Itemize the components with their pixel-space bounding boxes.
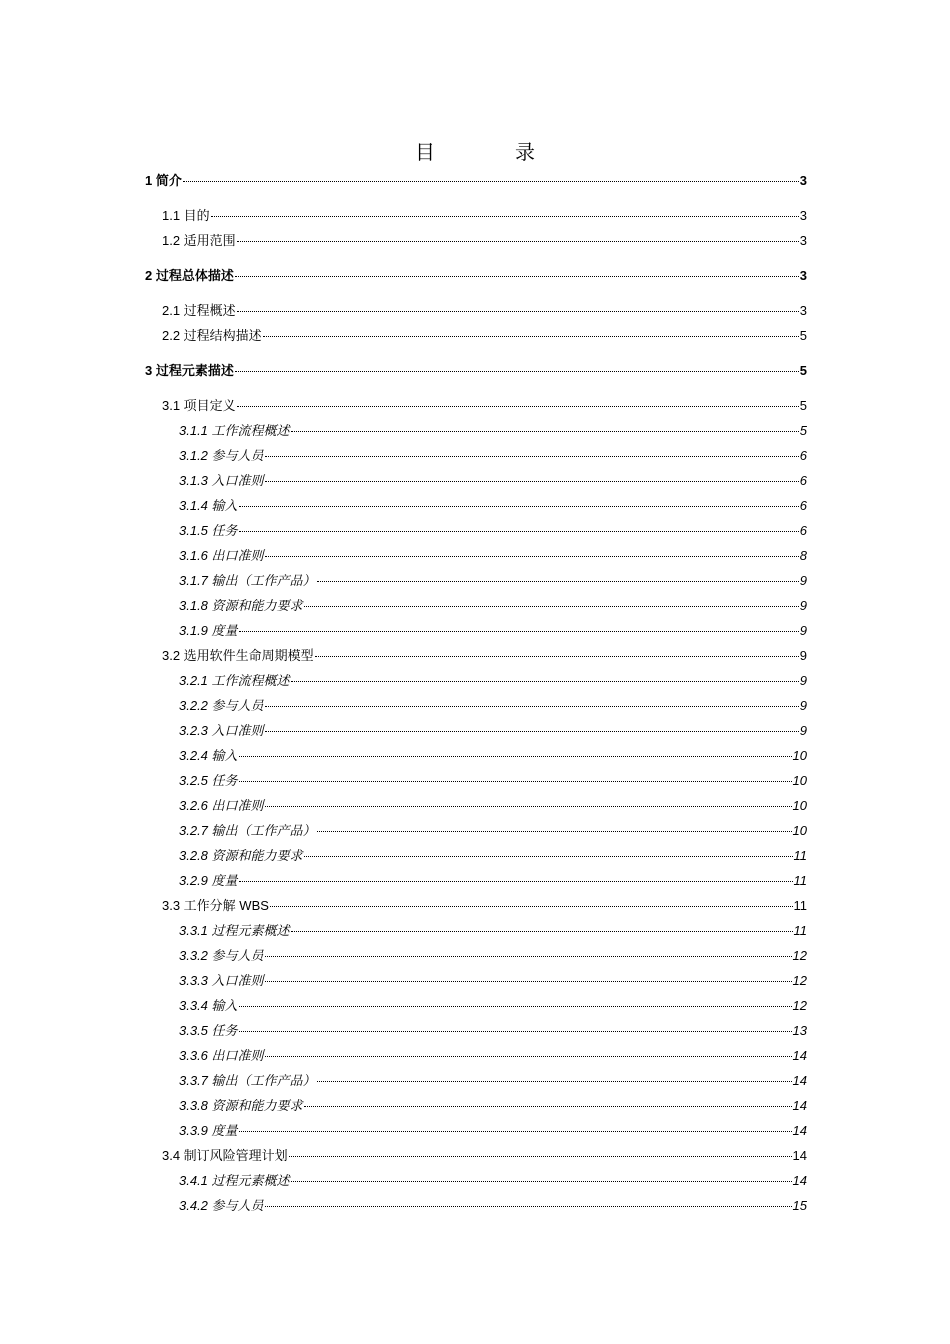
- toc-entry[interactable]: [179, 422, 807, 440]
- toc-entry-page-number: 14: [792, 1073, 807, 1088]
- toc-entry-page-number: 9: [799, 698, 807, 713]
- toc-entry-page-number: 9: [799, 598, 807, 613]
- toc-entry[interactable]: [162, 207, 807, 225]
- toc-entry-page-number: 6: [799, 498, 807, 513]
- toc-entry[interactable]: [179, 847, 807, 865]
- toc-entry-title: 3.1 项目定义: [162, 398, 236, 413]
- toc-entry-page-number: 14: [792, 1048, 807, 1063]
- toc-leader-dots: [291, 431, 799, 432]
- toc-entry[interactable]: [179, 822, 807, 840]
- toc-leader-dots: [291, 931, 793, 932]
- toc-entry-page-number: 6: [799, 473, 807, 488]
- toc-entry[interactable]: [179, 1022, 807, 1040]
- toc-leader-dots: [239, 881, 793, 882]
- toc-entry-title: 3.2.6 出口准则: [179, 798, 264, 813]
- toc-entry-page-number: 14: [792, 1148, 807, 1163]
- toc-entry[interactable]: [145, 172, 807, 190]
- toc-entry-title: 3.3.9 度量: [179, 1123, 238, 1138]
- toc-leader-dots: [265, 456, 799, 457]
- toc-entry[interactable]: [179, 622, 807, 640]
- toc-entry-page-number: 11: [793, 923, 807, 938]
- toc-entry-page-number: 5: [799, 363, 807, 378]
- toc-entry-page-number: 5: [799, 423, 807, 438]
- toc-entry[interactable]: [179, 797, 807, 815]
- toc-entry-page-number: 6: [799, 448, 807, 463]
- toc-entry[interactable]: [179, 497, 807, 515]
- toc-entry-title: 3.2.5 任务: [179, 773, 238, 788]
- toc-leader-dots: [235, 371, 799, 372]
- toc-leader-dots: [317, 581, 799, 582]
- toc-entry-title: 3.2.9 度量: [179, 873, 238, 888]
- toc-entry-page-number: 14: [792, 1173, 807, 1188]
- toc-entry-title: 3.1.8 资源和能力要求: [179, 598, 303, 613]
- toc-entry[interactable]: [179, 547, 807, 565]
- toc-leader-dots: [265, 1206, 792, 1207]
- toc-leader-dots: [237, 406, 799, 407]
- toc-entry-title: 3.1.2 参与人员: [179, 448, 264, 463]
- toc-entry-title: 3.3.1 过程元素概述: [179, 923, 290, 938]
- toc-entry[interactable]: [179, 872, 807, 890]
- toc-entry-title: 2.2 过程结构描述: [162, 328, 262, 343]
- toc-leader-dots: [265, 556, 799, 557]
- toc-entry[interactable]: [162, 897, 807, 915]
- toc-entry-title: 3.1.1 工作流程概述: [179, 423, 290, 438]
- toc-entry[interactable]: [179, 697, 807, 715]
- toc-entry-title: 3.4 制订风险管理计划: [162, 1148, 288, 1163]
- toc-leader-dots: [239, 756, 792, 757]
- toc-leader-dots: [317, 1081, 792, 1082]
- toc-leader-dots: [239, 531, 799, 532]
- toc-leader-dots: [237, 241, 799, 242]
- toc-entry-page-number: 14: [792, 1098, 807, 1113]
- toc-entry-page-number: 6: [799, 523, 807, 538]
- toc-entry-page-number: 10: [792, 823, 807, 838]
- toc-entry[interactable]: [179, 597, 807, 615]
- toc-entry[interactable]: [179, 472, 807, 490]
- toc-entry-page-number: 3: [799, 208, 807, 223]
- toc-entry-title: 3.1.5 任务: [179, 523, 238, 538]
- toc-entry-page-number: 10: [792, 798, 807, 813]
- toc-entry-page-number: 9: [799, 673, 807, 688]
- toc-entry-title: 3.1.9 度量: [179, 623, 238, 638]
- toc-entry-title: 3.4.1 过程元素概述: [179, 1173, 290, 1188]
- toc-entry[interactable]: [179, 972, 807, 990]
- toc-entry-page-number: 10: [792, 773, 807, 788]
- toc-entry[interactable]: [179, 1122, 807, 1140]
- toc-entry-title: 3 过程元素描述: [145, 363, 234, 378]
- toc-entry-page-number: 15: [792, 1198, 807, 1213]
- toc-entry-page-number: 14: [792, 1123, 807, 1138]
- toc-entry[interactable]: [162, 327, 807, 345]
- toc-entry[interactable]: [179, 1072, 807, 1090]
- toc-entry-title: 2 过程总体描述: [145, 268, 234, 283]
- toc-leader-dots: [289, 1156, 792, 1157]
- toc-entry-title: 3.2 选用软件生命周期模型: [162, 648, 314, 663]
- toc-entry-page-number: 3: [799, 303, 807, 318]
- toc-leader-dots: [317, 831, 792, 832]
- toc-entry-title: 3.2.8 资源和能力要求: [179, 848, 303, 863]
- toc-entry-page-number: 12: [792, 998, 807, 1013]
- toc-entry-title: 3.1.4 输入: [179, 498, 238, 513]
- toc-entry[interactable]: [179, 1047, 807, 1065]
- toc-entry-title: 3.4.2 参与人员: [179, 1198, 264, 1213]
- toc-entry-title: 3.3.6 出口准则: [179, 1048, 264, 1063]
- toc-leader-dots: [235, 276, 799, 277]
- toc-entry-page-number: 12: [792, 948, 807, 963]
- toc-entry-title: 3.3.7 输出（工作产品）: [179, 1073, 316, 1088]
- toc-leader-dots: [263, 336, 799, 337]
- toc-entry-title: 3.3 工作分解 WBS: [162, 898, 269, 913]
- toc-entry[interactable]: [179, 997, 807, 1015]
- toc-leader-dots: [304, 856, 793, 857]
- toc-entry-title: 3.2.2 参与人员: [179, 698, 264, 713]
- toc-entry[interactable]: [179, 922, 807, 940]
- toc-entry-title: 3.3.5 任务: [179, 1023, 238, 1038]
- toc-leader-dots: [183, 181, 799, 182]
- toc-leader-dots: [239, 1031, 792, 1032]
- toc-entry-title: 3.2.7 输出（工作产品）: [179, 823, 316, 838]
- toc-entry[interactable]: [179, 722, 807, 740]
- toc-entry-title: 3.3.3 入口准则: [179, 973, 264, 988]
- toc-entry-page-number: 3: [799, 268, 807, 283]
- toc-leader-dots: [239, 1006, 792, 1007]
- toc-entry-title: 2.1 过程概述: [162, 303, 236, 318]
- toc-entry[interactable]: [162, 302, 807, 320]
- toc-entry-page-number: 11: [793, 898, 807, 913]
- toc-entry-title: 3.1.3 入口准则: [179, 473, 264, 488]
- toc-entry-title: 3.1.7 输出（工作产品）: [179, 573, 316, 588]
- toc-leader-dots: [291, 681, 799, 682]
- toc-entry-title: 3.2.4 输入: [179, 748, 238, 763]
- toc-entry-title: 1.1 目的: [162, 208, 210, 223]
- toc-entry-page-number: 9: [799, 648, 807, 663]
- toc-entry-page-number: 3: [799, 233, 807, 248]
- toc-entry-page-number: 13: [792, 1023, 807, 1038]
- toc-entry[interactable]: [145, 362, 807, 380]
- toc-entry-page-number: 11: [793, 848, 807, 863]
- toc-entry[interactable]: [179, 772, 807, 790]
- toc-entry[interactable]: [162, 232, 807, 250]
- toc-leader-dots: [265, 806, 792, 807]
- toc-leader-dots: [265, 706, 799, 707]
- toc-leader-dots: [237, 311, 799, 312]
- toc-entry-page-number: 5: [799, 328, 807, 343]
- toc-entry[interactable]: [179, 1197, 807, 1215]
- toc-leader-dots: [270, 906, 793, 907]
- toc-title: 目 录: [415, 140, 565, 164]
- toc-entry-title: 3.2.1 工作流程概述: [179, 673, 290, 688]
- toc-entry-title: 3.3.2 参与人员: [179, 948, 264, 963]
- toc-entry-title: 3.1.6 出口准则: [179, 548, 264, 563]
- toc-entry[interactable]: [179, 572, 807, 590]
- toc-entry[interactable]: [179, 947, 807, 965]
- toc-leader-dots: [265, 981, 792, 982]
- toc-leader-dots: [265, 731, 799, 732]
- toc-entry[interactable]: [179, 1097, 807, 1115]
- toc-leader-dots: [239, 631, 799, 632]
- toc-leader-dots: [211, 216, 799, 217]
- toc-entry[interactable]: [179, 672, 807, 690]
- toc-entry-page-number: 3: [799, 173, 807, 188]
- toc-entry-title: 3.3.4 输入: [179, 998, 238, 1013]
- toc-entry-title: 3.2.3 入口准则: [179, 723, 264, 738]
- toc-entry[interactable]: [179, 522, 807, 540]
- toc-entry[interactable]: [179, 747, 807, 765]
- toc-entry-page-number: 5: [799, 398, 807, 413]
- toc-leader-dots: [239, 506, 799, 507]
- toc-leader-dots: [304, 606, 799, 607]
- toc-leader-dots: [265, 956, 792, 957]
- toc-entry[interactable]: [145, 267, 807, 285]
- toc-entry-page-number: 9: [799, 623, 807, 638]
- toc-entry-page-number: 9: [799, 723, 807, 738]
- toc-entry[interactable]: [179, 447, 807, 465]
- toc-entry-page-number: 11: [793, 873, 807, 888]
- toc-entry[interactable]: [179, 1172, 807, 1190]
- toc-leader-dots: [265, 1056, 792, 1057]
- toc-leader-dots: [265, 481, 799, 482]
- toc-entry-page-number: 12: [792, 973, 807, 988]
- toc-leader-dots: [239, 781, 792, 782]
- toc-entry-page-number: 10: [792, 748, 807, 763]
- toc-entry[interactable]: [162, 397, 807, 415]
- toc-entry-title: 1.2 适用范围: [162, 233, 236, 248]
- toc-entry-title: 1 简介: [145, 173, 182, 188]
- toc-leader-dots: [291, 1181, 792, 1182]
- toc-entry-title: 3.3.8 资源和能力要求: [179, 1098, 303, 1113]
- toc-leader-dots: [315, 656, 799, 657]
- toc-entry-page-number: 9: [799, 573, 807, 588]
- toc-leader-dots: [239, 1131, 792, 1132]
- toc-entry[interactable]: [162, 1147, 807, 1165]
- toc-leader-dots: [304, 1106, 792, 1107]
- toc-entry[interactable]: [162, 647, 807, 665]
- toc-entry-page-number: 8: [799, 548, 807, 563]
